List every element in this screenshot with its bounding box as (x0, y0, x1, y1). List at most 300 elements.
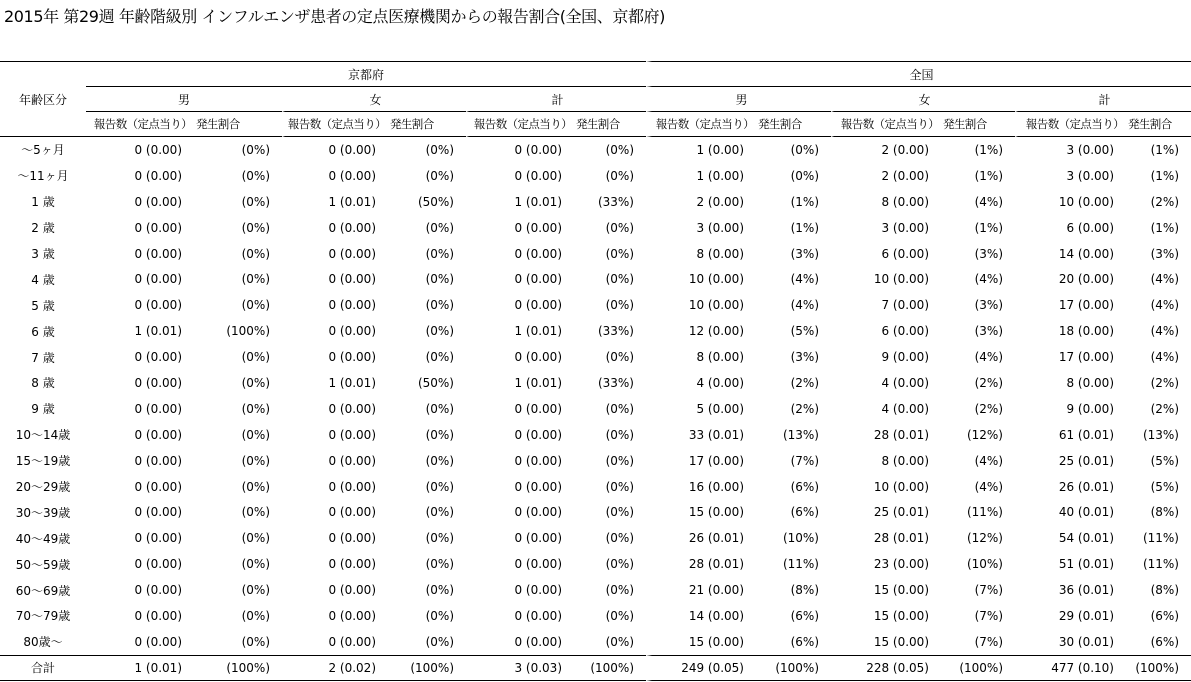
report-count-cell: 4 (0.00) (881, 401, 929, 416)
report-count-cell: 0 (0.00) (514, 350, 562, 365)
report-count-cell: 0 (0.00) (134, 401, 182, 416)
report-count-cell: 1 (0.01) (328, 194, 376, 209)
report-count-cell: 1 (0.01) (514, 324, 562, 339)
rate-cell: (0%) (241, 583, 270, 598)
rate-cell: (3%) (974, 298, 1003, 313)
rate-cell: (1%) (1150, 168, 1179, 183)
report-count-cell: 3 (0.00) (881, 220, 929, 235)
table-row (0, 448, 1191, 474)
rate-cell: (7%) (974, 634, 1003, 649)
report-count-cell: 2 (0.02) (282, 655, 390, 681)
report-count-cell: 2 (0.00) (646, 189, 758, 215)
report-count-cell: 0 (0.00) (328, 246, 376, 261)
report-count-cell: 10 (0.00) (646, 292, 758, 318)
sex-header-kyoto-male: 男 (86, 87, 282, 112)
report-count-cell: 0 (0.00) (514, 583, 562, 598)
report-count-cell: 6 (0.00) (881, 324, 929, 339)
rate-cell: (4%) (974, 194, 1003, 209)
rate-cell: (0%) (425, 479, 454, 494)
report-count-cell: 15 (0.00) (646, 499, 758, 525)
header-row-regions (0, 62, 1191, 87)
table-row (0, 163, 1191, 189)
report-count-cell: 0 (0.00) (134, 142, 182, 157)
report-count-cell: 0 (0.00) (134, 194, 182, 209)
report-count-cell: 0 (0.00) (134, 557, 182, 572)
age-group-label: ～5ヶ月 (21, 143, 65, 158)
age-group-label: 10～14歳 (15, 428, 71, 443)
rate-cell: (3%) (790, 350, 819, 365)
rate-cell: (6%) (790, 505, 819, 520)
table-row (0, 292, 1191, 318)
report-count-cell: 14 (0.00) (646, 603, 758, 629)
rate-cell: (0%) (425, 220, 454, 235)
count-subheader: 報告数（定点当り） (1015, 112, 1128, 137)
age-group-label: 4 歳 (31, 272, 55, 287)
rate-cell: (0%) (425, 608, 454, 623)
report-count-cell: 40 (0.01) (1058, 505, 1114, 520)
table-row (0, 551, 1191, 577)
report-count-cell: 30 (0.01) (1058, 634, 1114, 649)
rate-cell: (4%) (1150, 350, 1179, 365)
rate-cell: (1%) (974, 142, 1003, 157)
report-count-cell: 249 (0.05) (646, 655, 758, 681)
report-count-cell: 8 (0.00) (1066, 375, 1114, 390)
report-count-cell: 17 (0.00) (1058, 298, 1114, 313)
rate-cell: (4%) (974, 350, 1003, 365)
report-count-cell: 6 (0.00) (881, 246, 929, 261)
rate-cell: (12%) (966, 531, 1003, 546)
age-group-label: 80歳～ (23, 635, 63, 650)
age-group-label: 1 歳 (31, 195, 55, 210)
rate-cell: (0%) (425, 272, 454, 287)
rate-cell: (8%) (790, 583, 819, 598)
report-count-cell: 9 (0.00) (1066, 401, 1114, 416)
report-count-cell: 1 (0.00) (646, 137, 758, 163)
report-count-cell: 0 (0.00) (134, 479, 182, 494)
report-count-cell: 0 (0.00) (328, 608, 376, 623)
rate-cell: (0%) (241, 220, 270, 235)
report-count-cell: 0 (0.00) (328, 531, 376, 546)
report-count-cell: 0 (0.00) (328, 272, 376, 287)
report-count-cell: 0 (0.00) (514, 634, 562, 649)
report-count-cell: 20 (0.00) (1058, 272, 1114, 287)
report-count-cell: 477 (0.10) (1015, 655, 1128, 681)
rate-cell: (0%) (425, 401, 454, 416)
rate-cell: (0%) (605, 246, 634, 261)
report-count-cell: 4 (0.00) (646, 370, 758, 396)
age-group-label: 70～79歳 (15, 609, 71, 624)
report-count-cell: 15 (0.00) (873, 608, 929, 623)
rate-cell: (3%) (974, 324, 1003, 339)
report-count-cell: 6 (0.00) (1066, 220, 1114, 235)
header-row-metrics (0, 112, 1191, 137)
rate-cell: (100%) (196, 655, 282, 681)
rate-cell: (7%) (790, 453, 819, 468)
rate-cell: (2%) (974, 401, 1003, 416)
rate-cell: (0%) (241, 194, 270, 209)
rate-cell: (0%) (605, 531, 634, 546)
rate-cell: (4%) (1150, 298, 1179, 313)
report-count-cell: 0 (0.00) (134, 168, 182, 183)
count-subheader: 報告数（定点当り） (86, 112, 196, 137)
rate-cell: (0%) (425, 168, 454, 183)
report-count-cell: 1 (0.01) (328, 375, 376, 390)
count-subheader: 報告数（定点当り） (282, 112, 390, 137)
count-subheader: 報告数（定点当り） (466, 112, 576, 137)
rate-cell: (0%) (605, 505, 634, 520)
report-count-cell: 23 (0.00) (873, 557, 929, 572)
rate-cell: (6%) (790, 608, 819, 623)
count-subheader: 報告数（定点当り） (646, 112, 758, 137)
report-count-cell: 0 (0.00) (328, 142, 376, 157)
rate-cell: (0%) (425, 531, 454, 546)
report-count-cell: 8 (0.00) (881, 453, 929, 468)
report-count-cell: 0 (0.00) (328, 557, 376, 572)
rate-cell: (6%) (790, 634, 819, 649)
rate-cell: (0%) (425, 634, 454, 649)
report-count-cell: 0 (0.00) (328, 324, 376, 339)
rate-cell: (0%) (241, 557, 270, 572)
age-group-label: 40～49歳 (15, 531, 71, 546)
rate-cell: (0%) (425, 324, 454, 339)
report-count-cell: 0 (0.00) (514, 168, 562, 183)
report-count-cell: 0 (0.00) (328, 401, 376, 416)
report-count-cell: 16 (0.00) (646, 474, 758, 500)
rate-cell: (0%) (605, 427, 634, 442)
report-count-cell: 0 (0.00) (328, 298, 376, 313)
report-count-cell: 0 (0.00) (328, 505, 376, 520)
report-count-cell: 0 (0.00) (134, 272, 182, 287)
rate-cell: (50%) (417, 194, 454, 209)
rate-cell: (0%) (241, 298, 270, 313)
rate-cell: (2%) (1150, 375, 1179, 390)
region-header-kyoto: 京都府 (86, 62, 646, 87)
rate-cell: (1%) (790, 220, 819, 235)
rate-cell: (0%) (241, 453, 270, 468)
rate-cell: (2%) (790, 401, 819, 416)
report-count-cell: 17 (0.00) (646, 448, 758, 474)
report-count-cell: 18 (0.00) (1058, 324, 1114, 339)
age-group-label: 8 歳 (31, 376, 55, 391)
report-count-cell: 1 (0.01) (514, 194, 562, 209)
rate-subheader: 発生割合 (758, 112, 831, 137)
rate-cell: (6%) (1150, 634, 1179, 649)
report-count-cell: 3 (0.03) (466, 655, 576, 681)
rate-cell: (0%) (605, 350, 634, 365)
report-count-cell: 0 (0.00) (514, 557, 562, 572)
report-count-cell: 0 (0.00) (328, 350, 376, 365)
rate-cell: (0%) (241, 168, 270, 183)
report-count-cell: 0 (0.00) (514, 427, 562, 442)
table-row (0, 344, 1191, 370)
rate-subheader: 発生割合 (943, 112, 1015, 137)
age-group-label: 2 歳 (31, 221, 55, 236)
rate-cell: (5%) (1150, 453, 1179, 468)
age-group-label: 6 歳 (31, 324, 55, 339)
rate-cell: (0%) (241, 479, 270, 494)
report-count-cell: 21 (0.00) (646, 577, 758, 603)
rate-cell: (1%) (1150, 220, 1179, 235)
report-count-cell: 0 (0.00) (514, 608, 562, 623)
table-row (0, 499, 1191, 525)
report-count-cell: 8 (0.00) (881, 194, 929, 209)
rate-cell: (2%) (790, 375, 819, 390)
age-group-label: 5 歳 (31, 298, 55, 313)
age-group-label: 30～39歳 (15, 505, 71, 520)
rate-cell: (2%) (1150, 194, 1179, 209)
report-count-cell: 25 (0.01) (1058, 453, 1114, 468)
rate-cell: (0%) (241, 531, 270, 546)
rate-cell: (10%) (966, 557, 1003, 572)
report-count-cell: 4 (0.00) (881, 375, 929, 390)
report-count-cell: 2 (0.00) (881, 168, 929, 183)
age-group-label: ～11ヶ月 (17, 169, 69, 184)
rate-subheader: 発生割合 (196, 112, 282, 137)
report-count-cell: 0 (0.00) (134, 350, 182, 365)
rate-cell: (8%) (1150, 583, 1179, 598)
report-count-cell: 0 (0.00) (134, 453, 182, 468)
report-count-cell: 0 (0.00) (514, 246, 562, 261)
rate-cell: (4%) (1150, 324, 1179, 339)
report-count-cell: 0 (0.00) (328, 583, 376, 598)
count-subheader: 報告数（定点当り） (831, 112, 943, 137)
rate-cell: (0%) (425, 453, 454, 468)
table-row (0, 422, 1191, 448)
rate-cell: (0%) (425, 505, 454, 520)
rate-cell: (0%) (241, 608, 270, 623)
rate-cell: (0%) (605, 479, 634, 494)
report-count-cell: 1 (0.01) (86, 655, 196, 681)
rate-cell: (0%) (241, 505, 270, 520)
report-count-cell: 9 (0.00) (881, 350, 929, 365)
report-count-cell: 2 (0.00) (881, 142, 929, 157)
age-group-label: 20～29歳 (15, 480, 71, 495)
age-group-label: 3 歳 (31, 247, 55, 261)
report-count-cell: 0 (0.00) (134, 427, 182, 442)
sex-header-national-female: 女 (831, 87, 1015, 112)
rate-cell: (100%) (226, 324, 270, 339)
report-count-cell: 0 (0.00) (328, 453, 376, 468)
rate-cell: (10%) (782, 531, 819, 546)
page-title: 2015年 第29週 年齢階級別 インフルエンザ患者の定点医療機関からの報告割合(全国、京都府) (4, 7, 665, 26)
rate-subheader: 発生割合 (390, 112, 466, 137)
rate-cell: (0%) (425, 557, 454, 572)
rate-cell: (0%) (425, 427, 454, 442)
report-count-cell: 0 (0.00) (134, 375, 182, 390)
table-row (0, 318, 1191, 344)
rate-cell: (0%) (241, 246, 270, 261)
rate-cell: (4%) (1150, 272, 1179, 287)
report-count-cell: 0 (0.00) (514, 505, 562, 520)
report-count-cell: 3 (0.00) (646, 215, 758, 241)
report-count-cell: 0 (0.00) (514, 142, 562, 157)
rate-cell: (0%) (605, 557, 634, 572)
rate-cell: (4%) (974, 479, 1003, 494)
report-count-cell: 25 (0.01) (873, 505, 929, 520)
rate-cell: (0%) (425, 142, 454, 157)
rate-cell: (8%) (1150, 505, 1179, 520)
table-row (0, 629, 1191, 655)
report-count-cell: 10 (0.00) (873, 479, 929, 494)
report-count-cell: 29 (0.01) (1058, 608, 1114, 623)
rate-cell: (50%) (417, 375, 454, 390)
age-group-label: 9 歳 (31, 402, 55, 417)
report-count-cell: 36 (0.01) (1058, 583, 1114, 598)
report-count-cell: 28 (0.01) (646, 551, 758, 577)
rate-cell: (0%) (605, 220, 634, 235)
rate-cell: (12%) (966, 427, 1003, 442)
rate-cell: (5%) (790, 324, 819, 339)
report-count-cell: 0 (0.00) (328, 427, 376, 442)
report-count-cell: 51 (0.01) (1058, 557, 1114, 572)
rate-cell: (7%) (974, 583, 1003, 598)
table-row (0, 396, 1191, 422)
rate-cell: (11%) (1142, 531, 1179, 546)
table-row (0, 370, 1191, 396)
rate-cell: (3%) (790, 246, 819, 261)
report-count-cell: 1 (0.01) (134, 324, 182, 339)
report-count-cell: 0 (0.00) (134, 505, 182, 520)
report-count-cell: 3 (0.00) (1066, 168, 1114, 183)
rate-cell: (0%) (425, 350, 454, 365)
report-count-cell: 1 (0.00) (646, 163, 758, 189)
age-group-label: 15～19歳 (15, 454, 71, 469)
sex-header-national-total: 計 (1015, 87, 1191, 112)
report-count-cell: 0 (0.00) (514, 298, 562, 313)
rate-cell: (0%) (605, 583, 634, 598)
rate-cell: (0%) (241, 350, 270, 365)
report-count-cell: 26 (0.01) (646, 525, 758, 551)
rate-cell: (4%) (790, 298, 819, 313)
sex-header-kyoto-female: 女 (282, 87, 466, 112)
rate-cell: (1%) (1150, 142, 1179, 157)
report-count-cell: 61 (0.01) (1058, 427, 1114, 442)
sex-header-kyoto-total: 計 (466, 87, 646, 112)
report-count-cell: 0 (0.00) (134, 608, 182, 623)
rate-cell: (0%) (241, 272, 270, 287)
rate-cell: (13%) (782, 427, 819, 442)
report-count-cell: 0 (0.00) (328, 220, 376, 235)
rate-cell: (1%) (790, 194, 819, 209)
rate-cell: (7%) (974, 608, 1003, 623)
report-count-cell: 28 (0.01) (873, 427, 929, 442)
rate-cell: (0%) (241, 142, 270, 157)
rate-cell: (100%) (943, 655, 1015, 681)
rate-cell: (6%) (790, 479, 819, 494)
rate-cell: (6%) (1150, 608, 1179, 623)
rate-cell: (2%) (1150, 401, 1179, 416)
rate-cell: (11%) (782, 557, 819, 572)
report-count-cell: 0 (0.00) (514, 531, 562, 546)
report-count-cell: 8 (0.00) (646, 344, 758, 370)
report-count-cell: 15 (0.00) (646, 629, 758, 655)
report-count-cell: 26 (0.01) (1058, 479, 1114, 494)
rate-cell: (0%) (605, 142, 634, 157)
rate-cell: (0%) (605, 272, 634, 287)
rate-cell: (5%) (1150, 479, 1179, 494)
rate-cell: (100%) (1128, 655, 1191, 681)
table-row (0, 215, 1191, 241)
rate-cell: (0%) (425, 583, 454, 598)
rate-cell: (0%) (605, 453, 634, 468)
rate-cell: (100%) (576, 655, 646, 681)
rate-subheader: 発生割合 (576, 112, 646, 137)
report-count-cell: 0 (0.00) (328, 168, 376, 183)
age-group-label: 合計 (0, 655, 86, 681)
report-count-cell: 54 (0.01) (1058, 531, 1114, 546)
rate-cell: (33%) (597, 194, 634, 209)
report-count-cell: 33 (0.01) (646, 422, 758, 448)
table-body (0, 137, 1191, 655)
rate-cell: (1%) (974, 168, 1003, 183)
report-count-cell: 228 (0.05) (831, 655, 943, 681)
rate-cell: (100%) (758, 655, 831, 681)
rate-cell: (33%) (597, 324, 634, 339)
rate-cell: (0%) (241, 634, 270, 649)
rate-cell: (0%) (241, 401, 270, 416)
report-count-cell: 14 (0.00) (1058, 246, 1114, 261)
report-count-cell: 0 (0.00) (514, 453, 562, 468)
rate-cell: (4%) (974, 272, 1003, 287)
report-count-cell: 0 (0.00) (328, 479, 376, 494)
report-count-cell: 0 (0.00) (134, 220, 182, 235)
table-row (0, 577, 1191, 603)
influenza-report-table (0, 61, 1191, 681)
report-count-cell: 0 (0.00) (134, 531, 182, 546)
report-count-cell: 0 (0.00) (514, 479, 562, 494)
report-count-cell: 28 (0.01) (873, 531, 929, 546)
table-row (0, 189, 1191, 215)
rate-cell: (1%) (974, 220, 1003, 235)
rate-cell: (2%) (974, 375, 1003, 390)
region-header-national: 全国 (646, 62, 1191, 87)
rate-subheader: 発生割合 (1128, 112, 1191, 137)
table-row (0, 241, 1191, 267)
report-count-cell: 7 (0.00) (881, 298, 929, 313)
report-count-cell: 1 (0.01) (514, 375, 562, 390)
report-count-cell: 10 (0.00) (646, 266, 758, 292)
rate-cell: (0%) (425, 246, 454, 261)
rate-cell: (0%) (605, 634, 634, 649)
rate-cell: (13%) (1142, 427, 1179, 442)
table-row (0, 474, 1191, 500)
rate-cell: (0%) (605, 608, 634, 623)
report-count-cell: 0 (0.00) (328, 634, 376, 649)
report-count-cell: 3 (0.00) (1066, 142, 1114, 157)
rate-cell: (3%) (1150, 246, 1179, 261)
rate-cell: (4%) (790, 272, 819, 287)
rate-cell: (0%) (790, 168, 819, 183)
table-row (0, 137, 1191, 163)
report-count-cell: 0 (0.00) (134, 583, 182, 598)
table-row (0, 603, 1191, 629)
header-row-sexes (0, 87, 1191, 112)
report-count-cell: 12 (0.00) (646, 318, 758, 344)
rate-cell: (3%) (974, 246, 1003, 261)
rate-cell: (0%) (605, 401, 634, 416)
rate-cell: (0%) (605, 168, 634, 183)
age-column-header: 年齢区分 (0, 62, 86, 137)
report-count-cell: 8 (0.00) (646, 241, 758, 267)
rate-cell: (100%) (390, 655, 466, 681)
rate-cell: (33%) (597, 375, 634, 390)
age-group-label: 7 歳 (31, 350, 55, 365)
age-group-label: 60～69歳 (15, 583, 71, 598)
report-count-cell: 10 (0.00) (1058, 194, 1114, 209)
rate-cell: (0%) (790, 142, 819, 157)
report-count-cell: 10 (0.00) (873, 272, 929, 287)
rate-cell: (11%) (966, 505, 1003, 520)
